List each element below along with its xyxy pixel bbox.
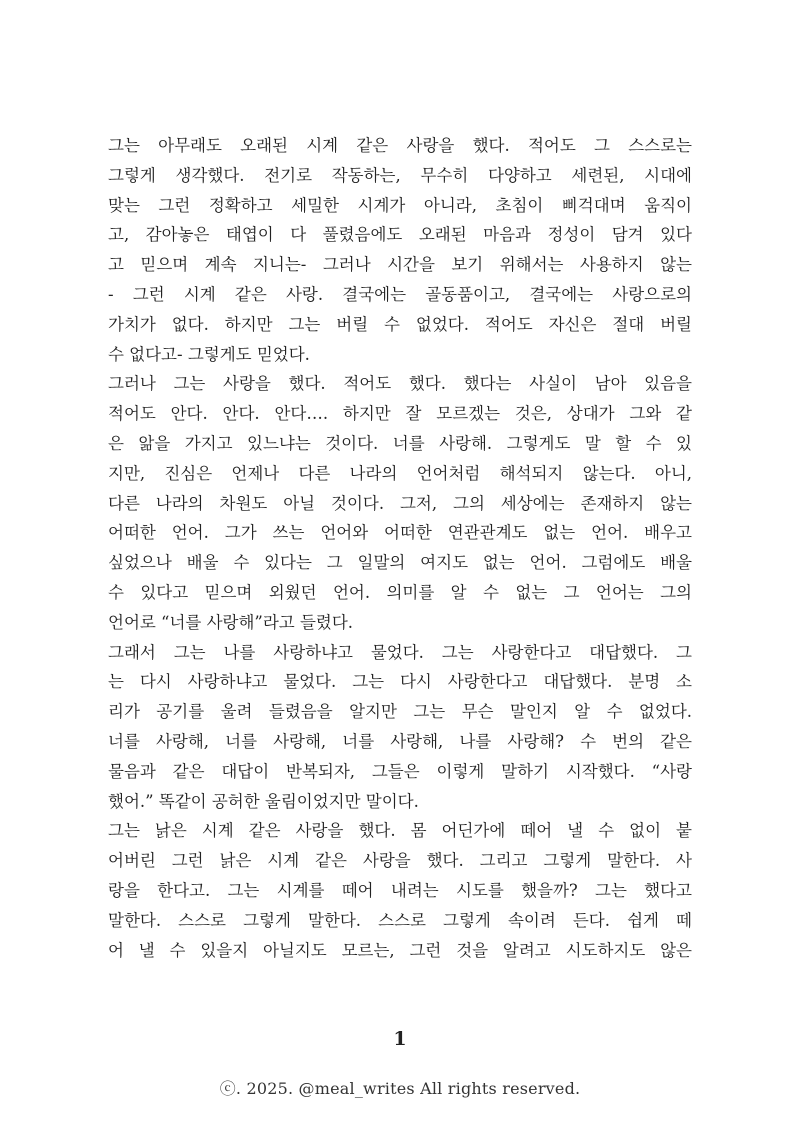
text-line: 말한다. 스스로 그렇게 말한다. 스스로 그렇게 속이려 든다. 쉽게 떼: [108, 910, 692, 930]
text-line: 어 낼 수 있을지 아닐지도 모르는, 그런 것을 알려고 시도하지도 않은: [108, 940, 692, 960]
text-line: 랑을 한다고. 그는 시계를 떼어 내려는 시도를 했을까? 그는 했다고: [108, 880, 692, 900]
text-line: 리가 공기를 울려 들렸음을 알지만 그는 무슨 말인지 알 수 없었다.: [108, 702, 692, 722]
text-line: 적어도 안다. 안다. 안다…. 하지만 잘 모르겠는 것은, 상대가 그와 같: [108, 404, 692, 424]
text-line: - 그런 시계 같은 사랑. 결국에는 골동품이고, 결국에는 사랑으로의: [108, 284, 692, 304]
text-line: 고, 감아놓은 태엽이 다 풀렸음에도 오래된 마음과 정성이 담겨 있다: [108, 225, 692, 245]
text-line: 다른 나라의 차원도 아닐 것이다. 그저, 그의 세상에는 존재하지 않는: [108, 493, 692, 513]
text-line: 가치가 없다. 하지만 그는 버릴 수 없었다. 적어도 자신은 절대 버릴: [108, 314, 692, 334]
text-line: 그는 낡은 시계 같은 사랑을 했다. 몸 어딘가에 떼어 낼 수 없이 붙: [108, 821, 692, 841]
text-line: 그는 아무래도 오래된 시계 같은 사랑을 했다. 적어도 그 스스로는: [108, 136, 692, 155]
text-line: 언어로 “너를 사랑해”라고 들렸다.: [108, 612, 354, 632]
text-line: 했어.” 똑같이 공허한 울림이었지만 말이다.: [108, 791, 419, 811]
body-text: [108, 131, 692, 965]
text-line: 그렇게 생각했다. 전기로 작동하는, 무수히 다양하고 세련된, 시대에: [108, 165, 692, 185]
text-line: 그러나 그는 사랑을 했다. 적어도 했다. 했다는 사실이 남아 있음을: [108, 374, 692, 394]
text-line: 너를 사랑해, 너를 사랑해, 너를 사랑해, 나를 사랑해? 수 번의 같은: [108, 731, 692, 751]
text-line: 고 믿으며 계속 지니는- 그러나 시간을 보기 위해서는 사용하지 않는: [108, 255, 692, 275]
text-line: 물음과 같은 대답이 반복되자, 그들은 이렇게 말하기 시작했다. “사랑: [108, 761, 692, 781]
text-line: 어떠한 언어. 그가 쓰는 언어와 어떠한 연관관계도 없는 언어. 배우고: [108, 523, 692, 543]
text-line: 지만, 진심은 언제나 다른 나라의 언어처럼 해석되지 않는다. 아니,: [108, 463, 692, 483]
copyright-notice: ⓒ. 2025. @meal_writes All rights reserved.: [219, 1079, 581, 1098]
text-line: 는 다시 사랑하냐고 물었다. 그는 다시 사랑한다고 대답했다. 분명 소: [108, 672, 692, 692]
page-number: 1: [393, 1028, 407, 1050]
text-line: 그래서 그는 나를 사랑하냐고 물었다. 그는 사랑한다고 대답했다. 그: [108, 642, 692, 662]
text-line: 은 앎을 가지고 있느냐는 것이다. 너를 사랑해. 그렇게도 말 할 수 있: [108, 433, 692, 453]
text-line: 수 있다고 믿으며 외웠던 언어. 의미를 알 수 없는 그 언어는 그의: [108, 582, 692, 602]
text-line: 맞는 그런 정확하고 세밀한 시계가 아니라, 초침이 삐걱대며 움직이: [108, 195, 692, 215]
text-line: 싶었으나 배울 수 있다는 그 일말의 여지도 없는 언어. 그럼에도 배울: [108, 553, 692, 573]
text-line: 어버린 그런 낡은 시계 같은 사랑을 했다. 그리고 그렇게 말한다. 사: [108, 851, 692, 871]
text-line: 수 없다고- 그렇게도 믿었다.: [108, 344, 310, 364]
